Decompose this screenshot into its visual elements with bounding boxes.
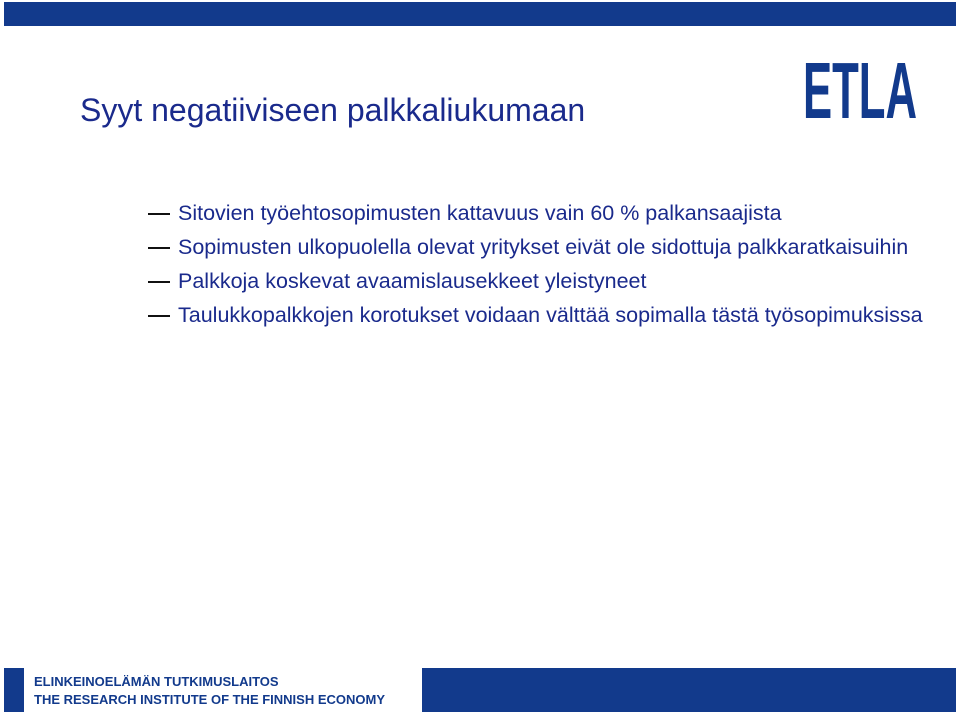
top-banner — [4, 2, 956, 26]
footer-institute-english: THE RESEARCH INSTITUTE OF THE FINNISH ECONOMY — [34, 692, 386, 707]
footer-mark — [4, 668, 24, 712]
list-item — [148, 300, 928, 330]
dash-bullet-icon — [148, 281, 170, 283]
slide-title: Syyt negatiiviseen palkkaliukumaan — [80, 92, 586, 128]
footer-text-block — [24, 668, 422, 712]
bullet-text: Sitovien työehtosopimusten kattavuus vain 60 % palkansaajista — [178, 201, 782, 225]
dash-bullet-icon — [148, 247, 170, 249]
footer — [4, 668, 956, 712]
bullet-list — [148, 198, 928, 334]
bullet-text: Sopimusten ulkopuolella olevat yritykset eivät ole sidottuja palkkaratkaisuihin — [178, 235, 909, 259]
dash-bullet-icon — [148, 315, 170, 317]
footer-institute-finnish: ELINKEINOELÄMÄN TUTKIMUSLAITOS — [34, 674, 279, 689]
footer-bar — [422, 668, 956, 712]
list-item — [148, 266, 928, 296]
bullet-text: Taulukkopalkkojen korotukset voidaan välttää sopimalla tästä työsopimuksissa — [178, 303, 923, 327]
list-item — [148, 198, 928, 228]
etla-logo — [802, 56, 918, 122]
list-item — [148, 232, 928, 262]
svg-text:ETLA: ETLA — [803, 56, 917, 122]
dash-bullet-icon — [148, 213, 170, 215]
bullet-text: Palkkoja koskevat avaamislausekkeet yleistyneet — [178, 269, 647, 293]
